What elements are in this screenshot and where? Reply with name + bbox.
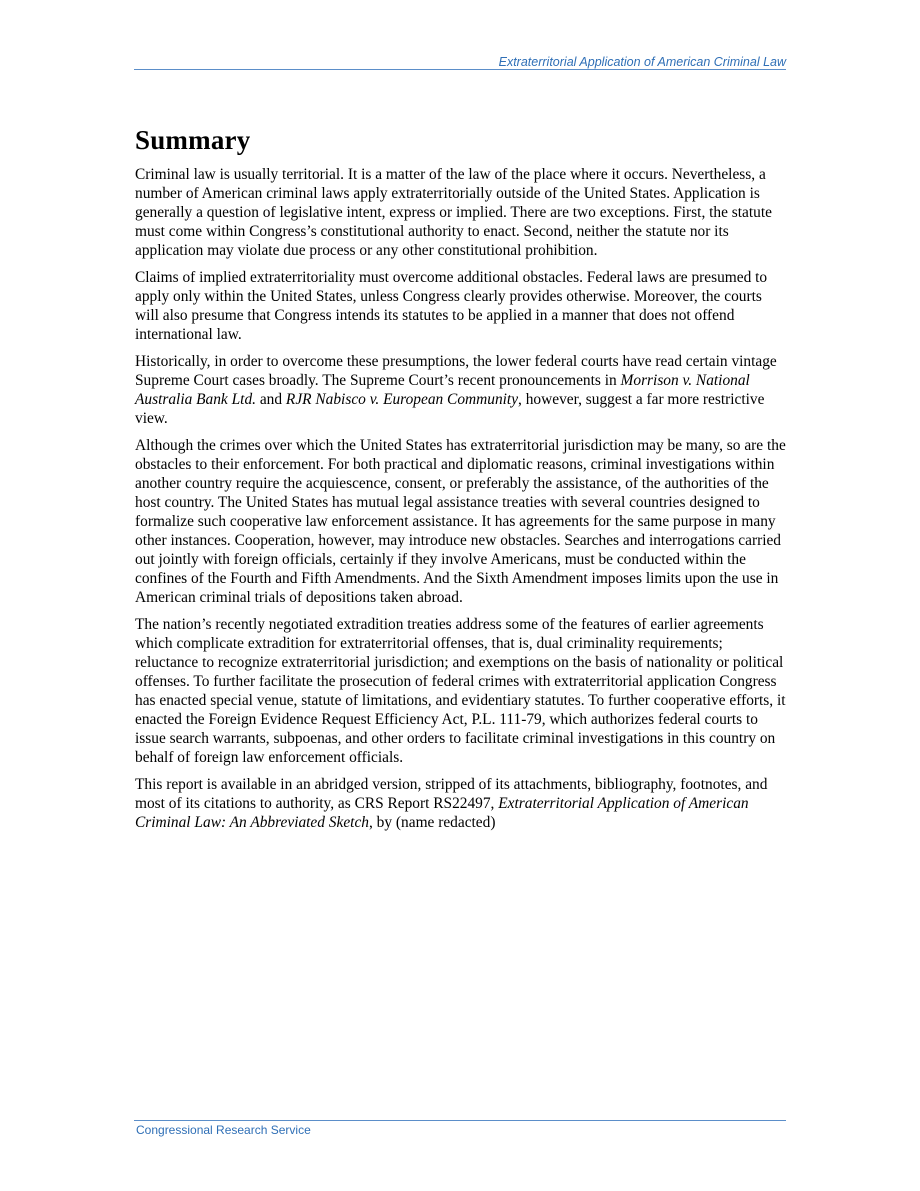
summary-paragraph-5: The nation’s recently negotiated extradition treaties address some of the features of earlier agreements which complicate extradition for extraterritorial offenses, that is, dual criminality requirements; reluctance to recognize extraterritorial jurisdiction; and exemptions on the basis of nationality or political offenses. To further facilitate the prosecution of federal crimes with extraterritorial application Congress has enacted special venue, statute of limitations, and evidentiary statutes. To further cooperative efforts, it enacted the Foreign Evidence Request Efficiency Act, P.L. 111-79, which authorizes federal courts to issue search warrants, subpoenas, and other orders to facilitate criminal investigations in this country on behalf of foreign law enforcement officials. [135, 616, 786, 766]
summary-section [135, 123, 787, 840]
paragraph-text: Historically, in order to overcome these presumptions, the lower federal courts have read certain vintage Supreme Court cases broadly. The Supreme Court’s recent pronouncements in [135, 353, 777, 389]
paragraph-text: and [256, 391, 286, 408]
paragraph-text: , by (name redacted) [368, 814, 496, 831]
section-title: Summary [135, 125, 251, 155]
summary-paragraph-6 [135, 775, 787, 832]
footer-organization: Congressional Research Service [136, 1123, 311, 1137]
report-title: Extraterritorial Application of American Criminal Law: An Abbreviated Sketch [135, 795, 749, 831]
summary-paragraph-1: Criminal law is usually territorial. It is a matter of the law of the place where it occurs. Nevertheless, a number of American criminal laws apply extraterritorially outside of the United States. Application is generally a question of legislative intent, express or implied. There are two exceptions. First, the statute must come within Congress’s constitutional authority to enact. Second, neither the statute nor its application may violate due process or any other constitutional prohibition. [135, 166, 772, 259]
case-name-rjr-nabisco: RJR Nabisco v. European Community [285, 391, 519, 408]
case-name-morrison: Morrison v. National Australia Bank Ltd. [135, 372, 750, 408]
summary-paragraph-2: Claims of implied extraterritoriality must overcome additional obstacles. Federal laws are presumed to apply only within the United States, unless Congress clearly provides otherwise. Moreover, the courts will also presume that Congress intends its statutes to be applied in a manner that does not offend international law. [135, 269, 768, 343]
summary-paragraph-4: Although the crimes over which the United States has extraterritorial jurisdiction may be many, so are the obstacles to their enforcement. For both practical and diplomatic reasons, criminal investigations within another country require the acquiescence, consent, or preferably the assistance, of the authorities of the host country. The United States has mutual legal assistance treaties with several countries designed to formalize such cooperative law enforcement assistance. It has agreements for the same purpose in many other instances. Cooperation, however, may introduce new obstacles. Searches and interrogations carried out jointly with foreign officials, certainly if they involve Americans, must be conducted within the confines of the Fourth and Fifth Amendments. And the Sixth Amendment imposes limits upon the use in American criminal trials of depositions taken abroad. [135, 437, 786, 606]
summary-paragraph-3 [135, 352, 787, 428]
running-header: Extraterritorial Application of American Criminal Law [498, 55, 786, 69]
header-rule [134, 69, 786, 70]
paragraph-text: , however, suggest a far more restrictive view. [135, 391, 765, 427]
footer-rule [134, 1120, 786, 1121]
paragraph-text: This report is available in an abridged version, stripped of its attachments, bibliography, footnotes, and most of its citations to authority, as CRS Report RS22497, [135, 776, 768, 812]
